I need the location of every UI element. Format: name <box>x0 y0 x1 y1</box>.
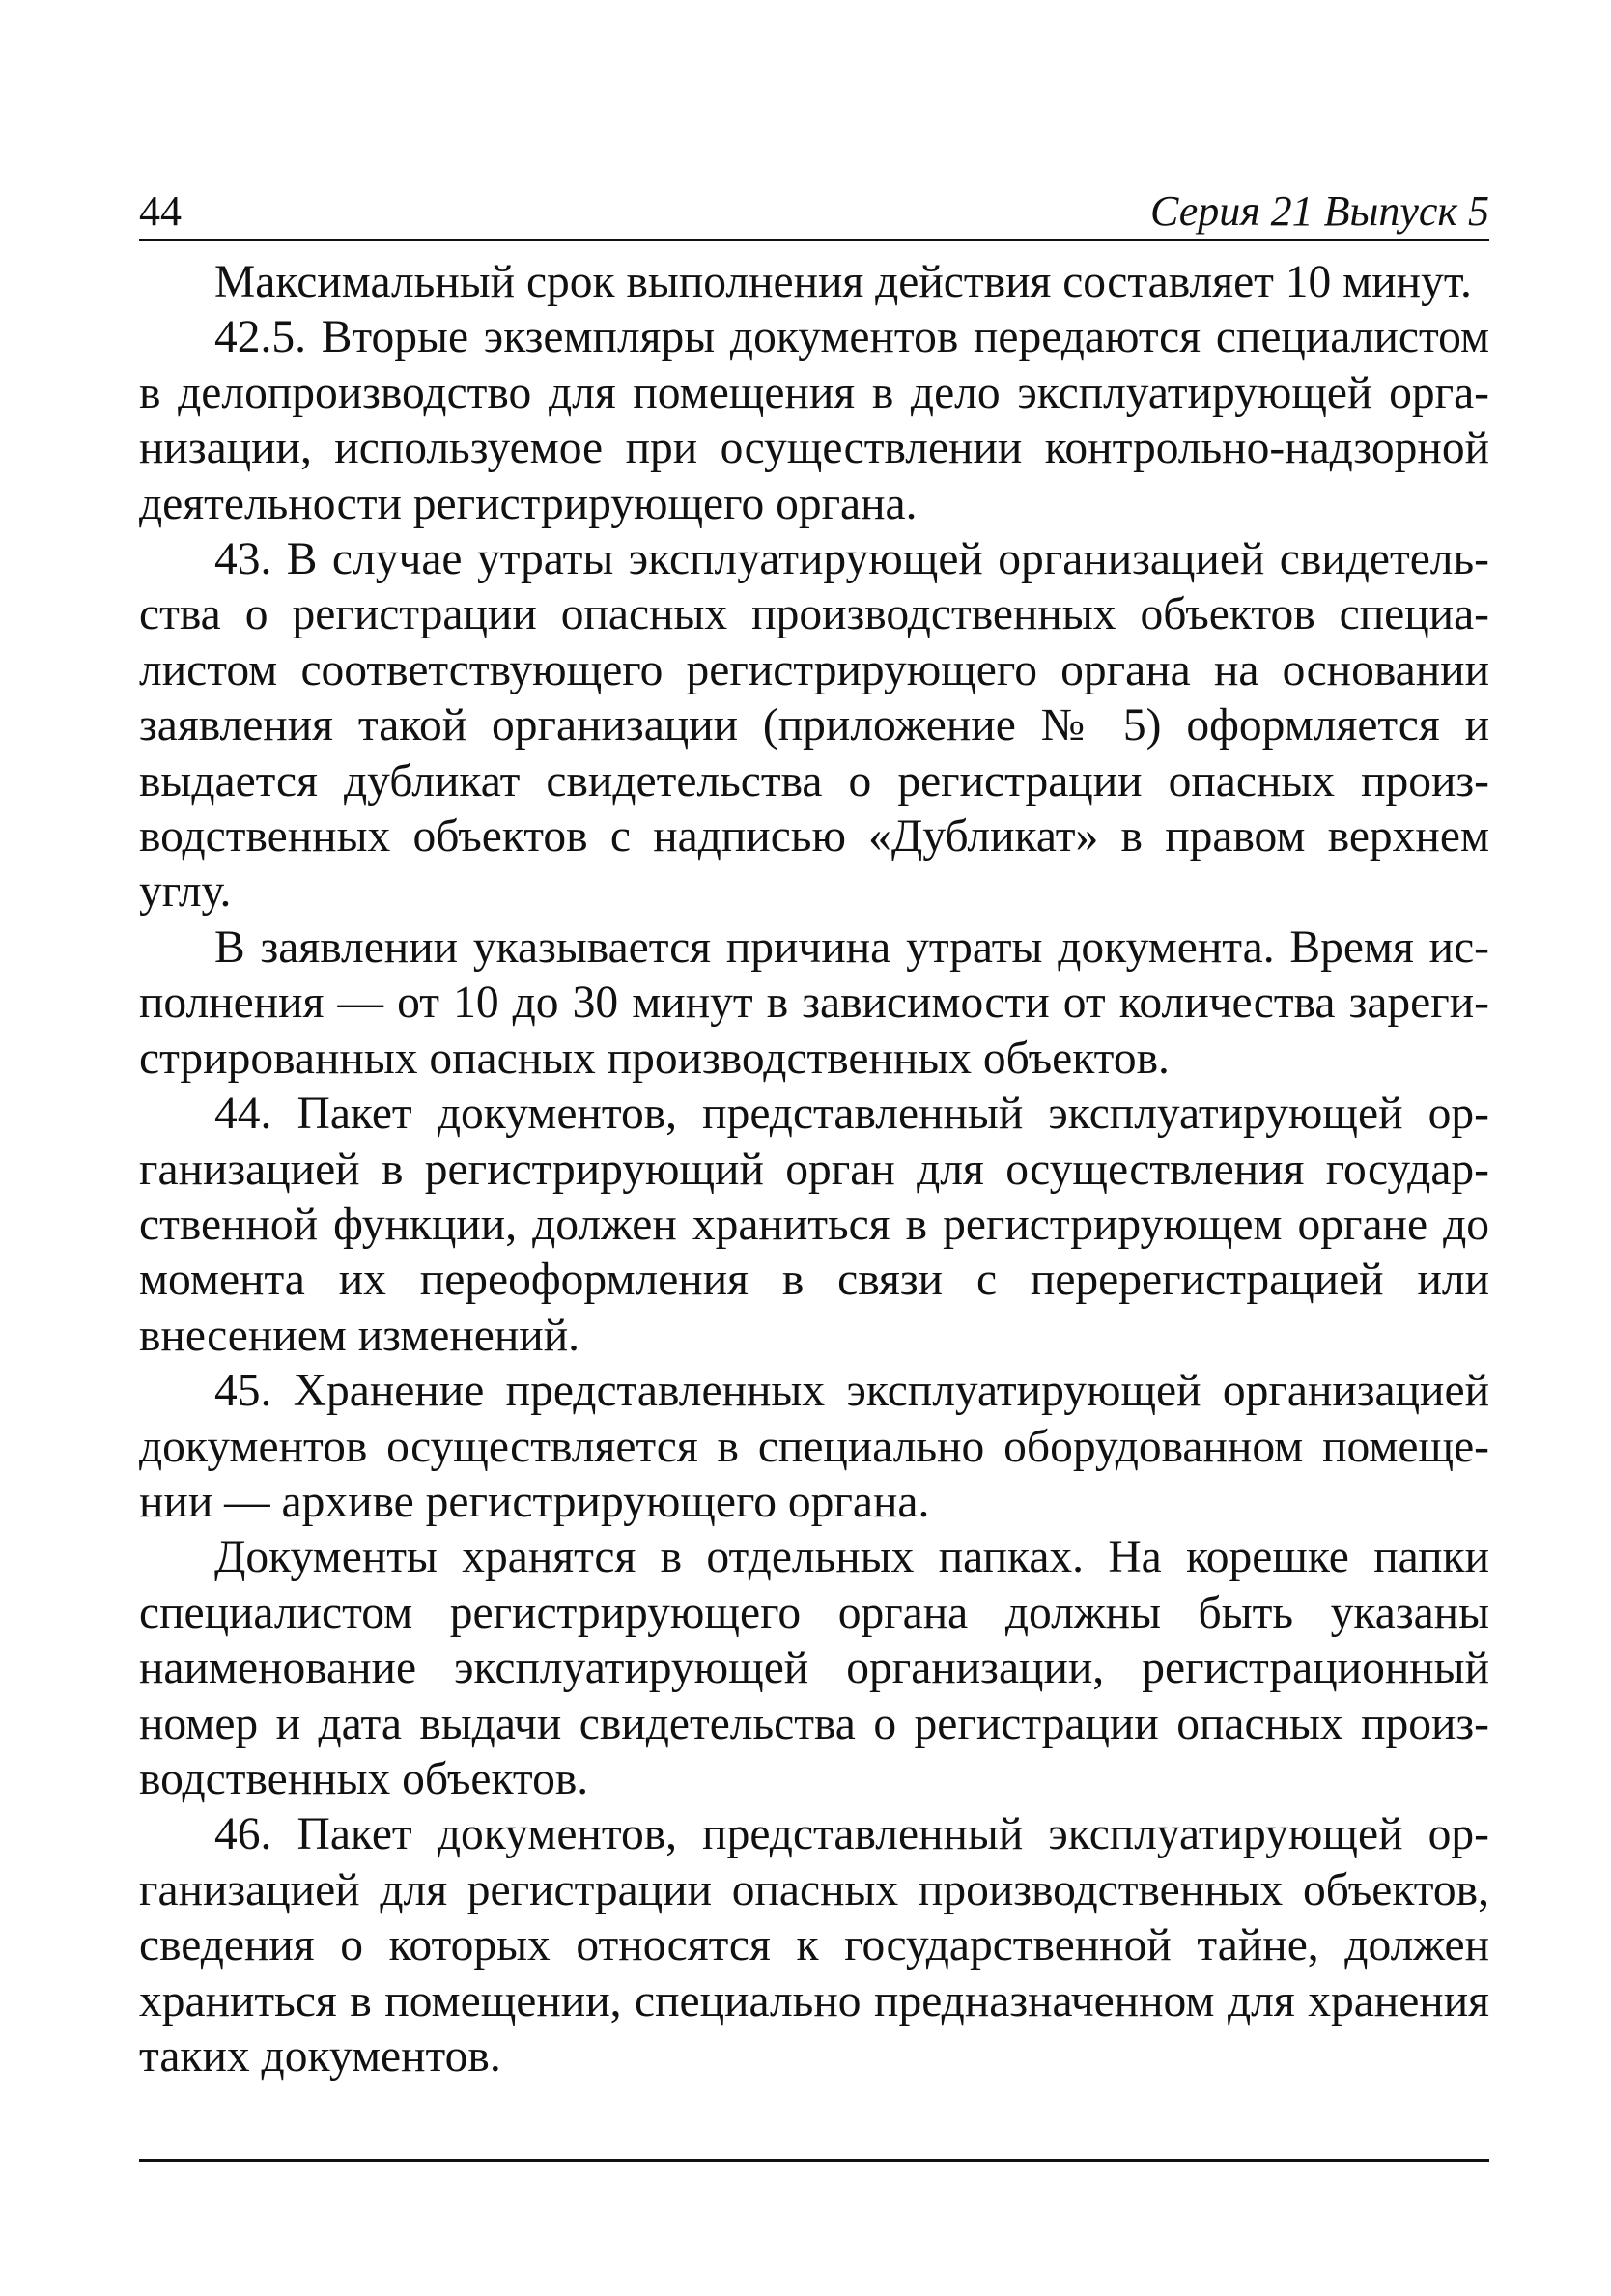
paragraph: Документы хранятся в отдельных папках. На корешке папки специалистом регистрирующего органа должны быть указаны наименование эксплуатирующей организации, регистрационный номер и дата выдачи свидетельства о регистрации опасных производственных объектов. <box>139 1532 1489 1804</box>
page-number: 44 <box>139 187 182 235</box>
page-header <box>139 186 1489 241</box>
footer-rule <box>139 2159 1489 2162</box>
running-head: Серия 21 Выпуск 5 <box>1150 187 1489 235</box>
paragraph: 46. Пакет документов, представленный эксплуатирующей организацией для регистрации опасных производственных объектов, сведения о которых относятся к государственной тайне, должен храниться в помещении, специально предназначенном для хранения таких документов. <box>139 1809 1489 2082</box>
paragraph: 42.5. Вторые экземпляры документов передаются специалистом в делопроизводство для помещения в дело эксплуатирующей организации, используемое при осуществлении контрольно-надзорной деятельности регистрирующего органа. <box>139 312 1489 529</box>
paragraph: 43. В случае утраты эксплуатирующей организацией свидетельства о регистрации опасных производственных объектов специалистом соответствующего регистрирующего органа на основании заявления такой организации (приложение № 5) оформляется и выдается дубликат свидетельства о регистрации опасных производственных объектов с надписью «Дубликат» в правом верхнем углу. <box>139 534 1489 918</box>
paragraph: 44. Пакет документов, представленный эксплуатирующей организацией в регистрирующий орган для осуществления государственной функции, должен храниться в регистрирующем органе до момента их переоформления в связи с перерегистрацией или внесением изменений. <box>139 1089 1489 1361</box>
paragraph: 45. Хранение представленных эксплуатирующей организацией документов осуществляется в специально оборудованном помещении — архиве регистрирующего органа. <box>139 1366 1489 1527</box>
paragraph: В заявлении указывается причина утраты документа. Время исполнения — от 10 до 30 минут в зависимости от количества зарегистрированных опасных производственных объектов. <box>139 921 1489 1084</box>
paragraph: Максимальный срок выполнения действия составляет 10 минут. <box>214 257 1472 307</box>
body-text <box>139 255 1489 2084</box>
